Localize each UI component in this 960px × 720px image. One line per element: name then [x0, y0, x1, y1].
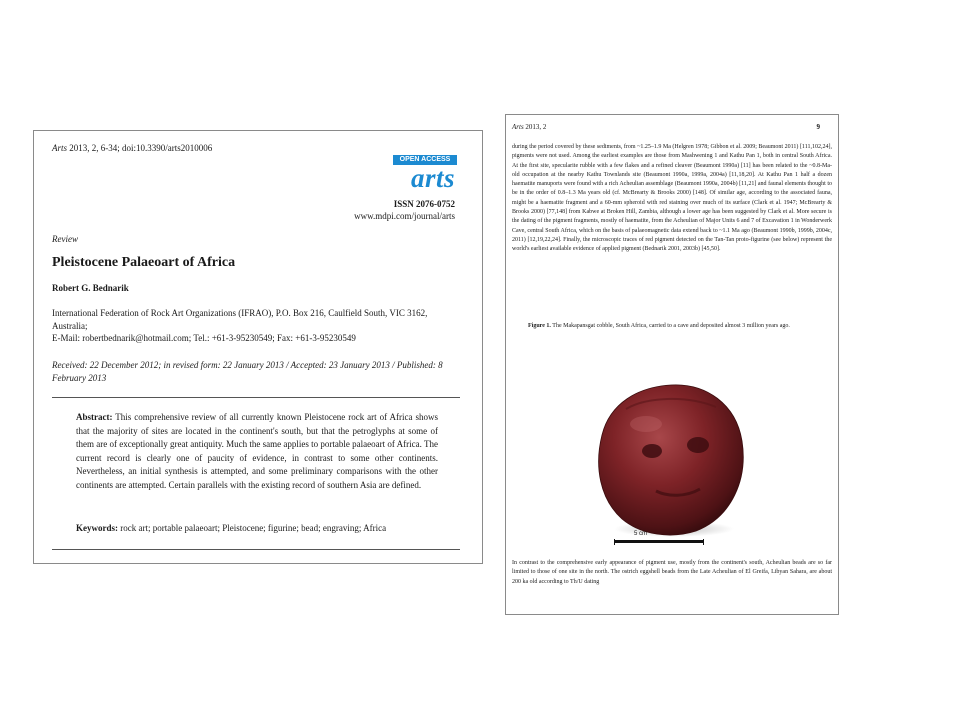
- cobble-left-eye-pit: [642, 444, 662, 458]
- makapansgat-cobble-figure: [586, 379, 756, 545]
- body-text-bottom: In contrast to the comprehensive early appearance of pigment use, mostly from the continent's south, Acheulian beads are so far limited to those of one site in the north. The ostrich eggshell beads from the Late Acheulian of El Greifa, Libyan Sahara, are about 200 ka old according to Th/U dating: [512, 560, 832, 585]
- running-header: [512, 123, 546, 131]
- article-type: Review: [52, 234, 78, 244]
- journal-logo: arts: [410, 163, 455, 193]
- article-title: Pleistocene Palaeoart of Africa: [52, 255, 236, 270]
- scale-bar-tick-end: [703, 539, 704, 545]
- journal-website: www.mdpi.com/journal/arts: [354, 211, 455, 221]
- paper-first-page: [33, 130, 483, 564]
- scale-label: 5 cm: [634, 531, 648, 537]
- divider-top: [52, 397, 460, 398]
- abstract: [76, 411, 438, 492]
- figure-caption-text: The Makapansgat cobble, South Africa, carried to a cave and deposited almost 3 million years ago.: [550, 323, 790, 329]
- figure-label: Figure 1.: [528, 323, 551, 329]
- open-access-badge: OPEN ACCESS: [393, 155, 457, 165]
- cobble-right-eye-pit: [687, 437, 709, 453]
- header-journal: Arts: [512, 123, 524, 131]
- figure-caption: [528, 322, 808, 331]
- author-name: Robert G. Bednarik: [52, 283, 129, 293]
- issn: ISSN 2076-0752: [393, 199, 455, 209]
- publication-dates: Received: 22 December 2012; in revised form: 22 January 2013 / Accepted: 23 January 2013 / Published: 8 February 2013: [52, 360, 443, 383]
- keywords-label: Keywords:: [76, 523, 118, 533]
- keywords-text: rock art; portable palaeoart; Pleistocene; figurine; bead; engraving; Africa: [118, 523, 387, 533]
- author-contact: E-Mail: robertbednarik@hotmail.com; Tel.: +61-3-95230549; Fax: +61-3-95230549: [52, 333, 356, 343]
- citation-journal: Arts: [52, 143, 68, 153]
- abstract-text: This comprehensive review of all currently known Pleistocene rock art of Africa shows that the majority of sites are located in the continent's south, but that the petroglyphs at some of them are of exceptionally great antiquity. Much the same applies to portable palaeoart of Africa. The current record is clearly one of paucity of evidence, in contrast to some other continents. Nevertheless, an initial synthesis is attempted, and some preliminary comparisons with the other continents are attempted. Certain parallels with the existing record of southern Asia are defined.: [76, 412, 438, 490]
- paper-inner-page: [505, 114, 839, 615]
- keywords: [76, 523, 456, 533]
- scale-bar-tick-start: [614, 539, 615, 545]
- cobble-stone: [599, 385, 744, 535]
- cobble-highlight: [630, 416, 662, 432]
- author-affiliation: International Federation of Rock Art Organizations (IFRAO), P.O. Box 216, Caulfield South, VIC 3162, Australia;: [52, 308, 428, 331]
- scale-bar: [614, 540, 704, 543]
- body-text-top: during the period covered by these sediments, from ~1.25–1.9 Ma (Helgren 1978; Gibbon et al. 2009; Beaumont 2011) [111,102,24], pigments were not used. Among the earliest examples are those from Mashwening 1 and Kathu Pan 1, both in central South Africa. At the first site, specularite rubble with a few flakes and a refined cleaver (Beaumont 1990a) [11] has been related to the ~0.8-Ma-old occupation at the nearby Kathu Townlands site (Beaumont 1990a, 1999a, 2004a) [11,18,20]. At Kathu Pan 1 half a dozen haematite manuports were found with a rich Acheulian assemblage (Beaumont 1990a, 2004b) [11,21] and faunal elements thought to be in the order of 0.8–1.3 Ma years old (cf. McBrearty & Brooks 2000) [148]. Of similar age, according to the associated fauna, might be a haematite fragment and a 60-mm spheroid with red staining over much of its surface (Clark et al. 1947; McBrearty & Brooks 2000) [77,148] from Kabwe at Broken Hill, Zambia, although a lower age has been suggested by Clark et al. More secure is the dating of the pigment fragments, mostly of haematite, from the Acheulian of Major Units 6 and 7 of Excavation 1 in Wonderwerk Cave, central South Africa, which on the basis of palaeomagnetic data extend back to ~1.1 Ma ago (Beaumont 1990b, 1999b, 2004c, 2011) [12,19,22,24]. Finally, the microscopic traces of red pigment detected on the Tan-Tan proto-figurine (see below) represent the world's earliest available evidence of applied pigment (Bednarik 2001, 2003b) [45,50].: [512, 144, 832, 253]
- header-details: 2013, 2: [523, 123, 547, 131]
- divider-bottom: [52, 549, 460, 550]
- citation-details: 2013, 2, 6-34; doi:10.3390/arts2010006: [67, 143, 213, 153]
- citation-line: [52, 143, 212, 153]
- abstract-label: Abstract:: [76, 412, 113, 422]
- page-number: 9: [816, 123, 820, 131]
